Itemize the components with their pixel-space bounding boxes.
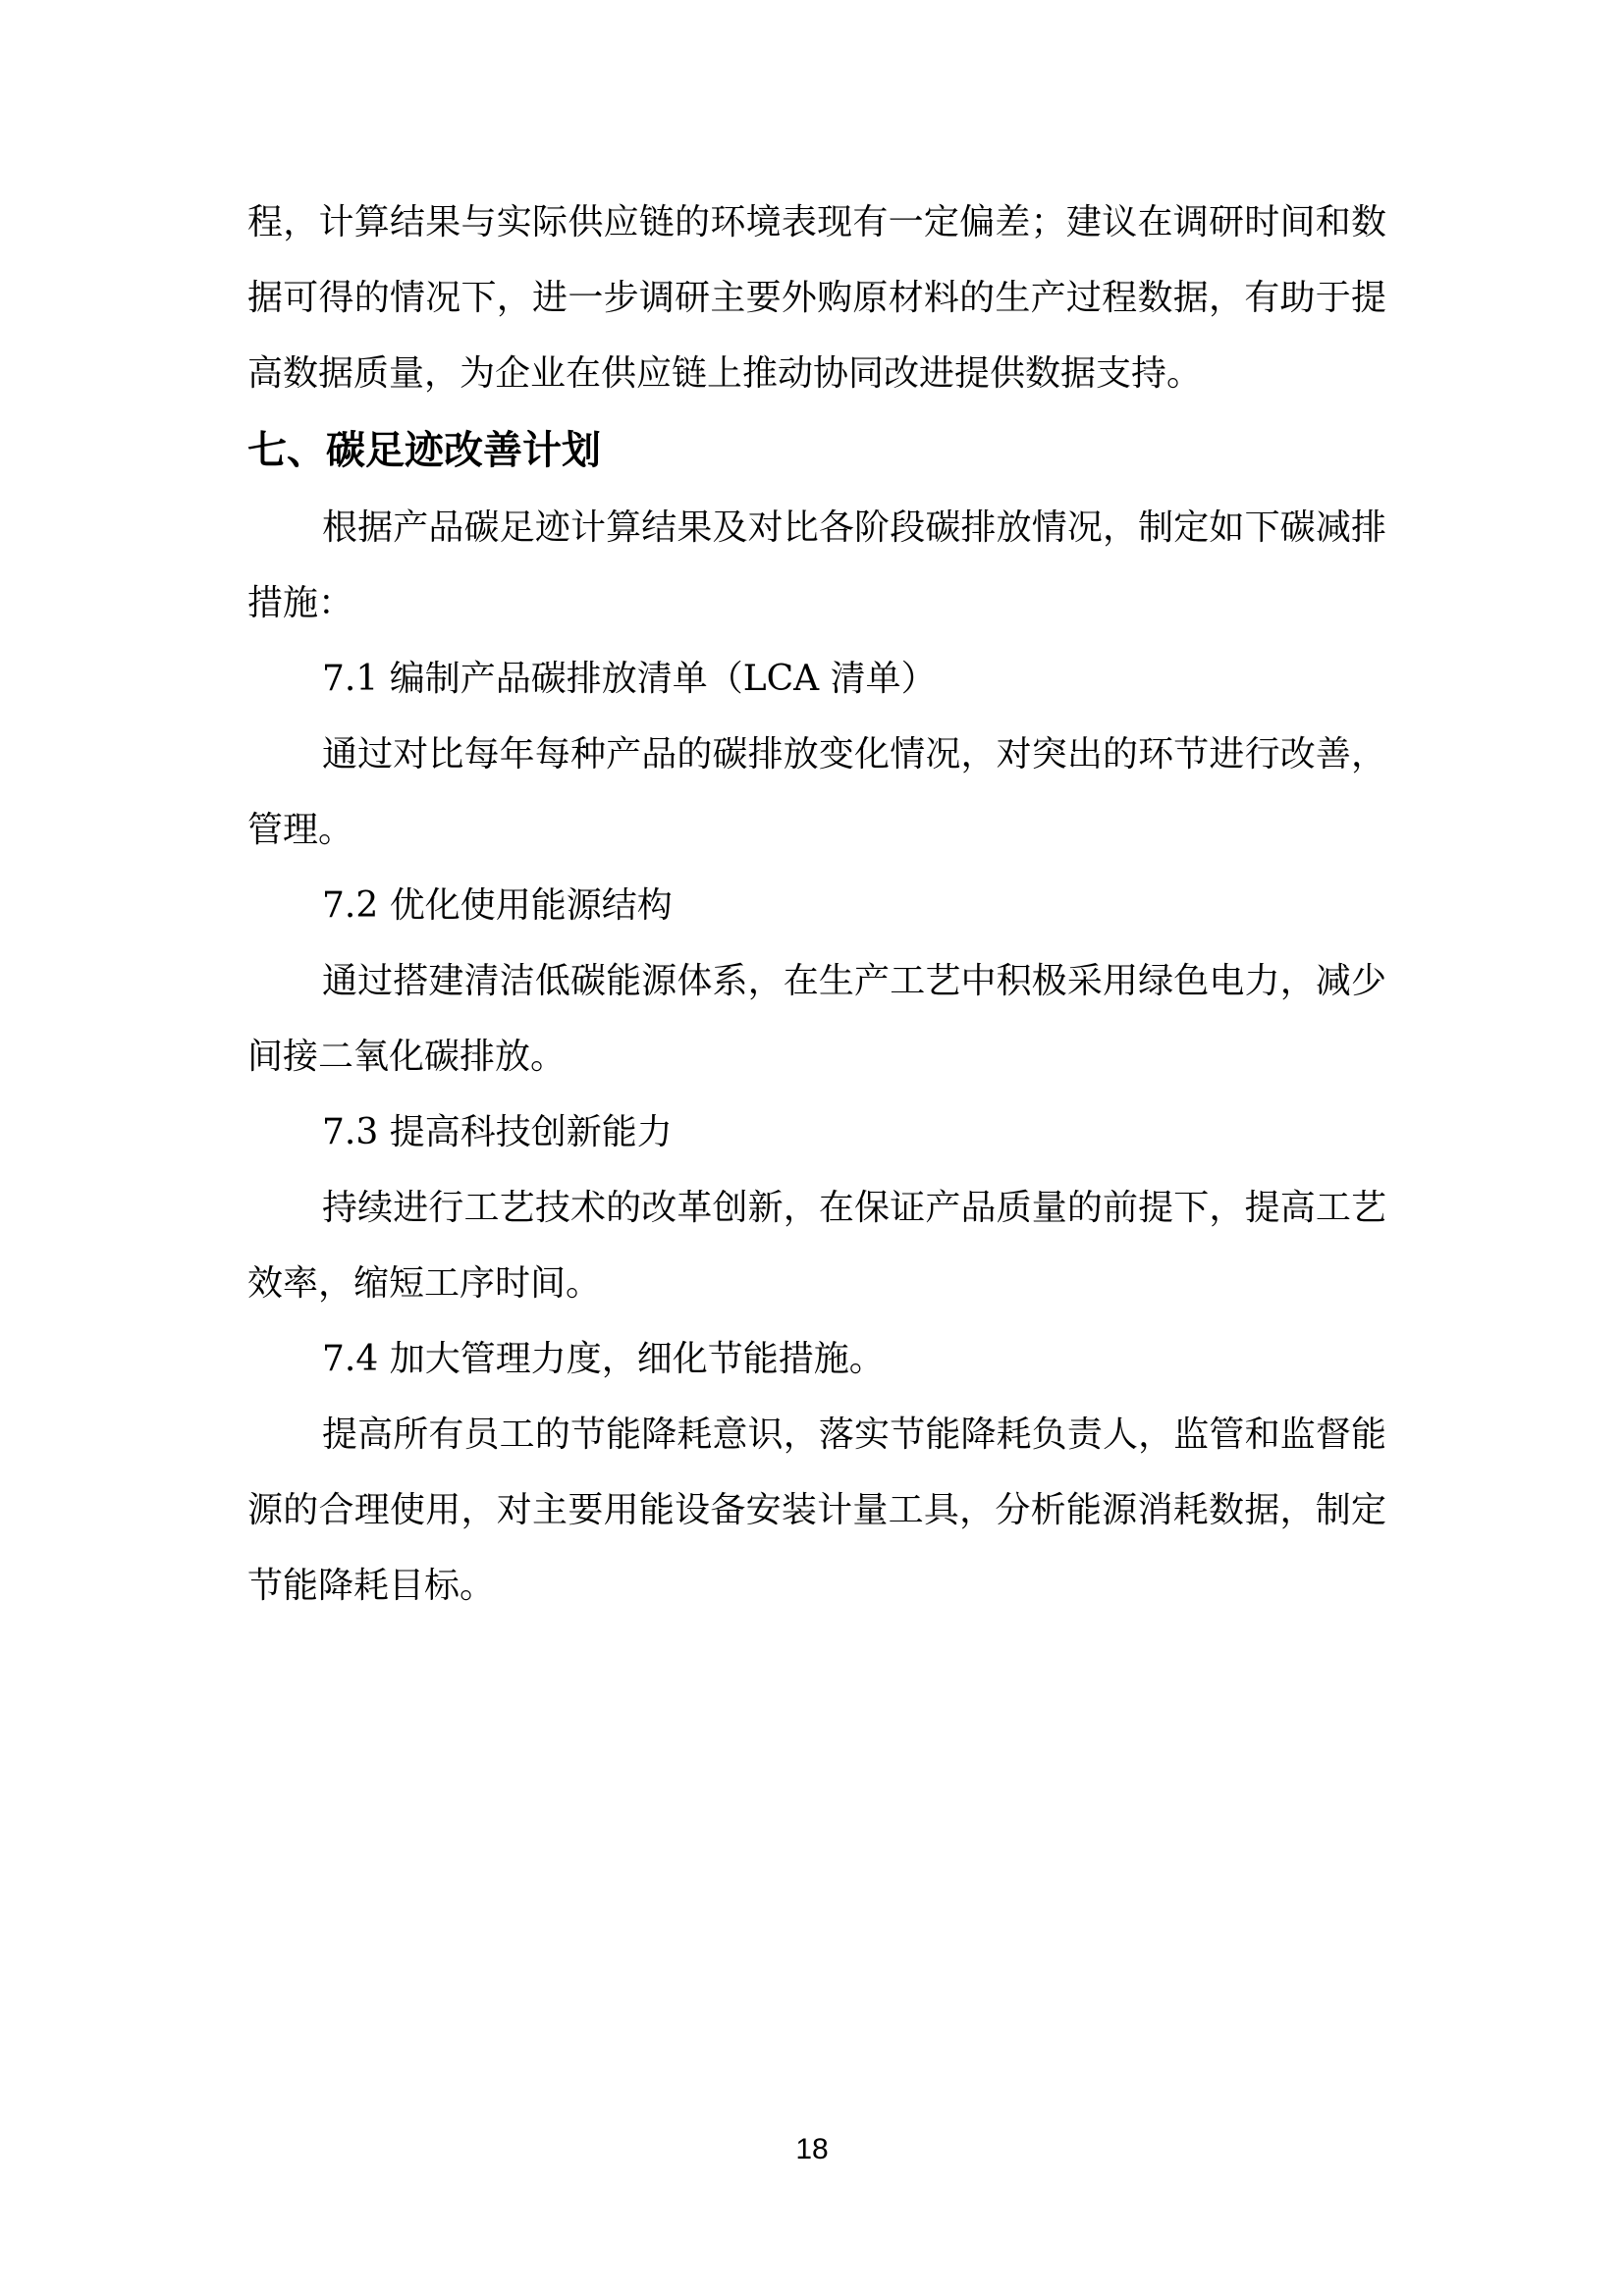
subheading-7-3: 7.3 提高科技创新能力 — [322, 1112, 673, 1152]
subheading-7-1: 7.1 编制产品碳排放清单（LCA 清单） — [322, 659, 937, 699]
paragraph-7-4: 提高所有员工的节能降耗意识，落实节能降耗负责人，监管和监督能源的合理使用，对主要用能设备安装计量工具，分析能源消耗数据，制定节能降耗目标。 — [247, 1415, 1386, 1606]
paragraph-7-2: 通过搭建清洁低碳能源体系，在生产工艺中积极采用绿色电力，减少间接二氧化碳排放。 — [247, 961, 1386, 1077]
subheading-7-4: 7.4 加大管理力度，细化节能措施。 — [322, 1339, 885, 1379]
page-body — [247, 185, 1386, 1624]
page-number: 18 — [795, 2133, 829, 2165]
section-heading: 七、碳足迹改善计划 — [247, 428, 601, 473]
paragraph-7-3: 持续进行工艺技术的改革创新，在保证产品质量的前提下，提高工艺效率，缩短工序时间。 — [247, 1188, 1386, 1304]
subheading-7-2: 7.2 优化使用能源结构 — [322, 885, 673, 926]
paragraph-7-1: 通过对比每年每种产品的碳排放变化情况，对突出的环节进行改善，管理。 — [247, 734, 1386, 850]
intro-paragraph: 根据产品碳足迹计算结果及对比各阶段碳排放情况，制定如下碳减排措施： — [247, 507, 1386, 623]
continuation-paragraph: 程，计算结果与实际供应链的环境表现有一定偏差；建议在调研时间和数据可得的情况下，进一步调研主要外购原材料的生产过程数据，有助于提高数据质量，为企业在供应链上推动协同改进提供数据支持。 — [247, 202, 1386, 394]
